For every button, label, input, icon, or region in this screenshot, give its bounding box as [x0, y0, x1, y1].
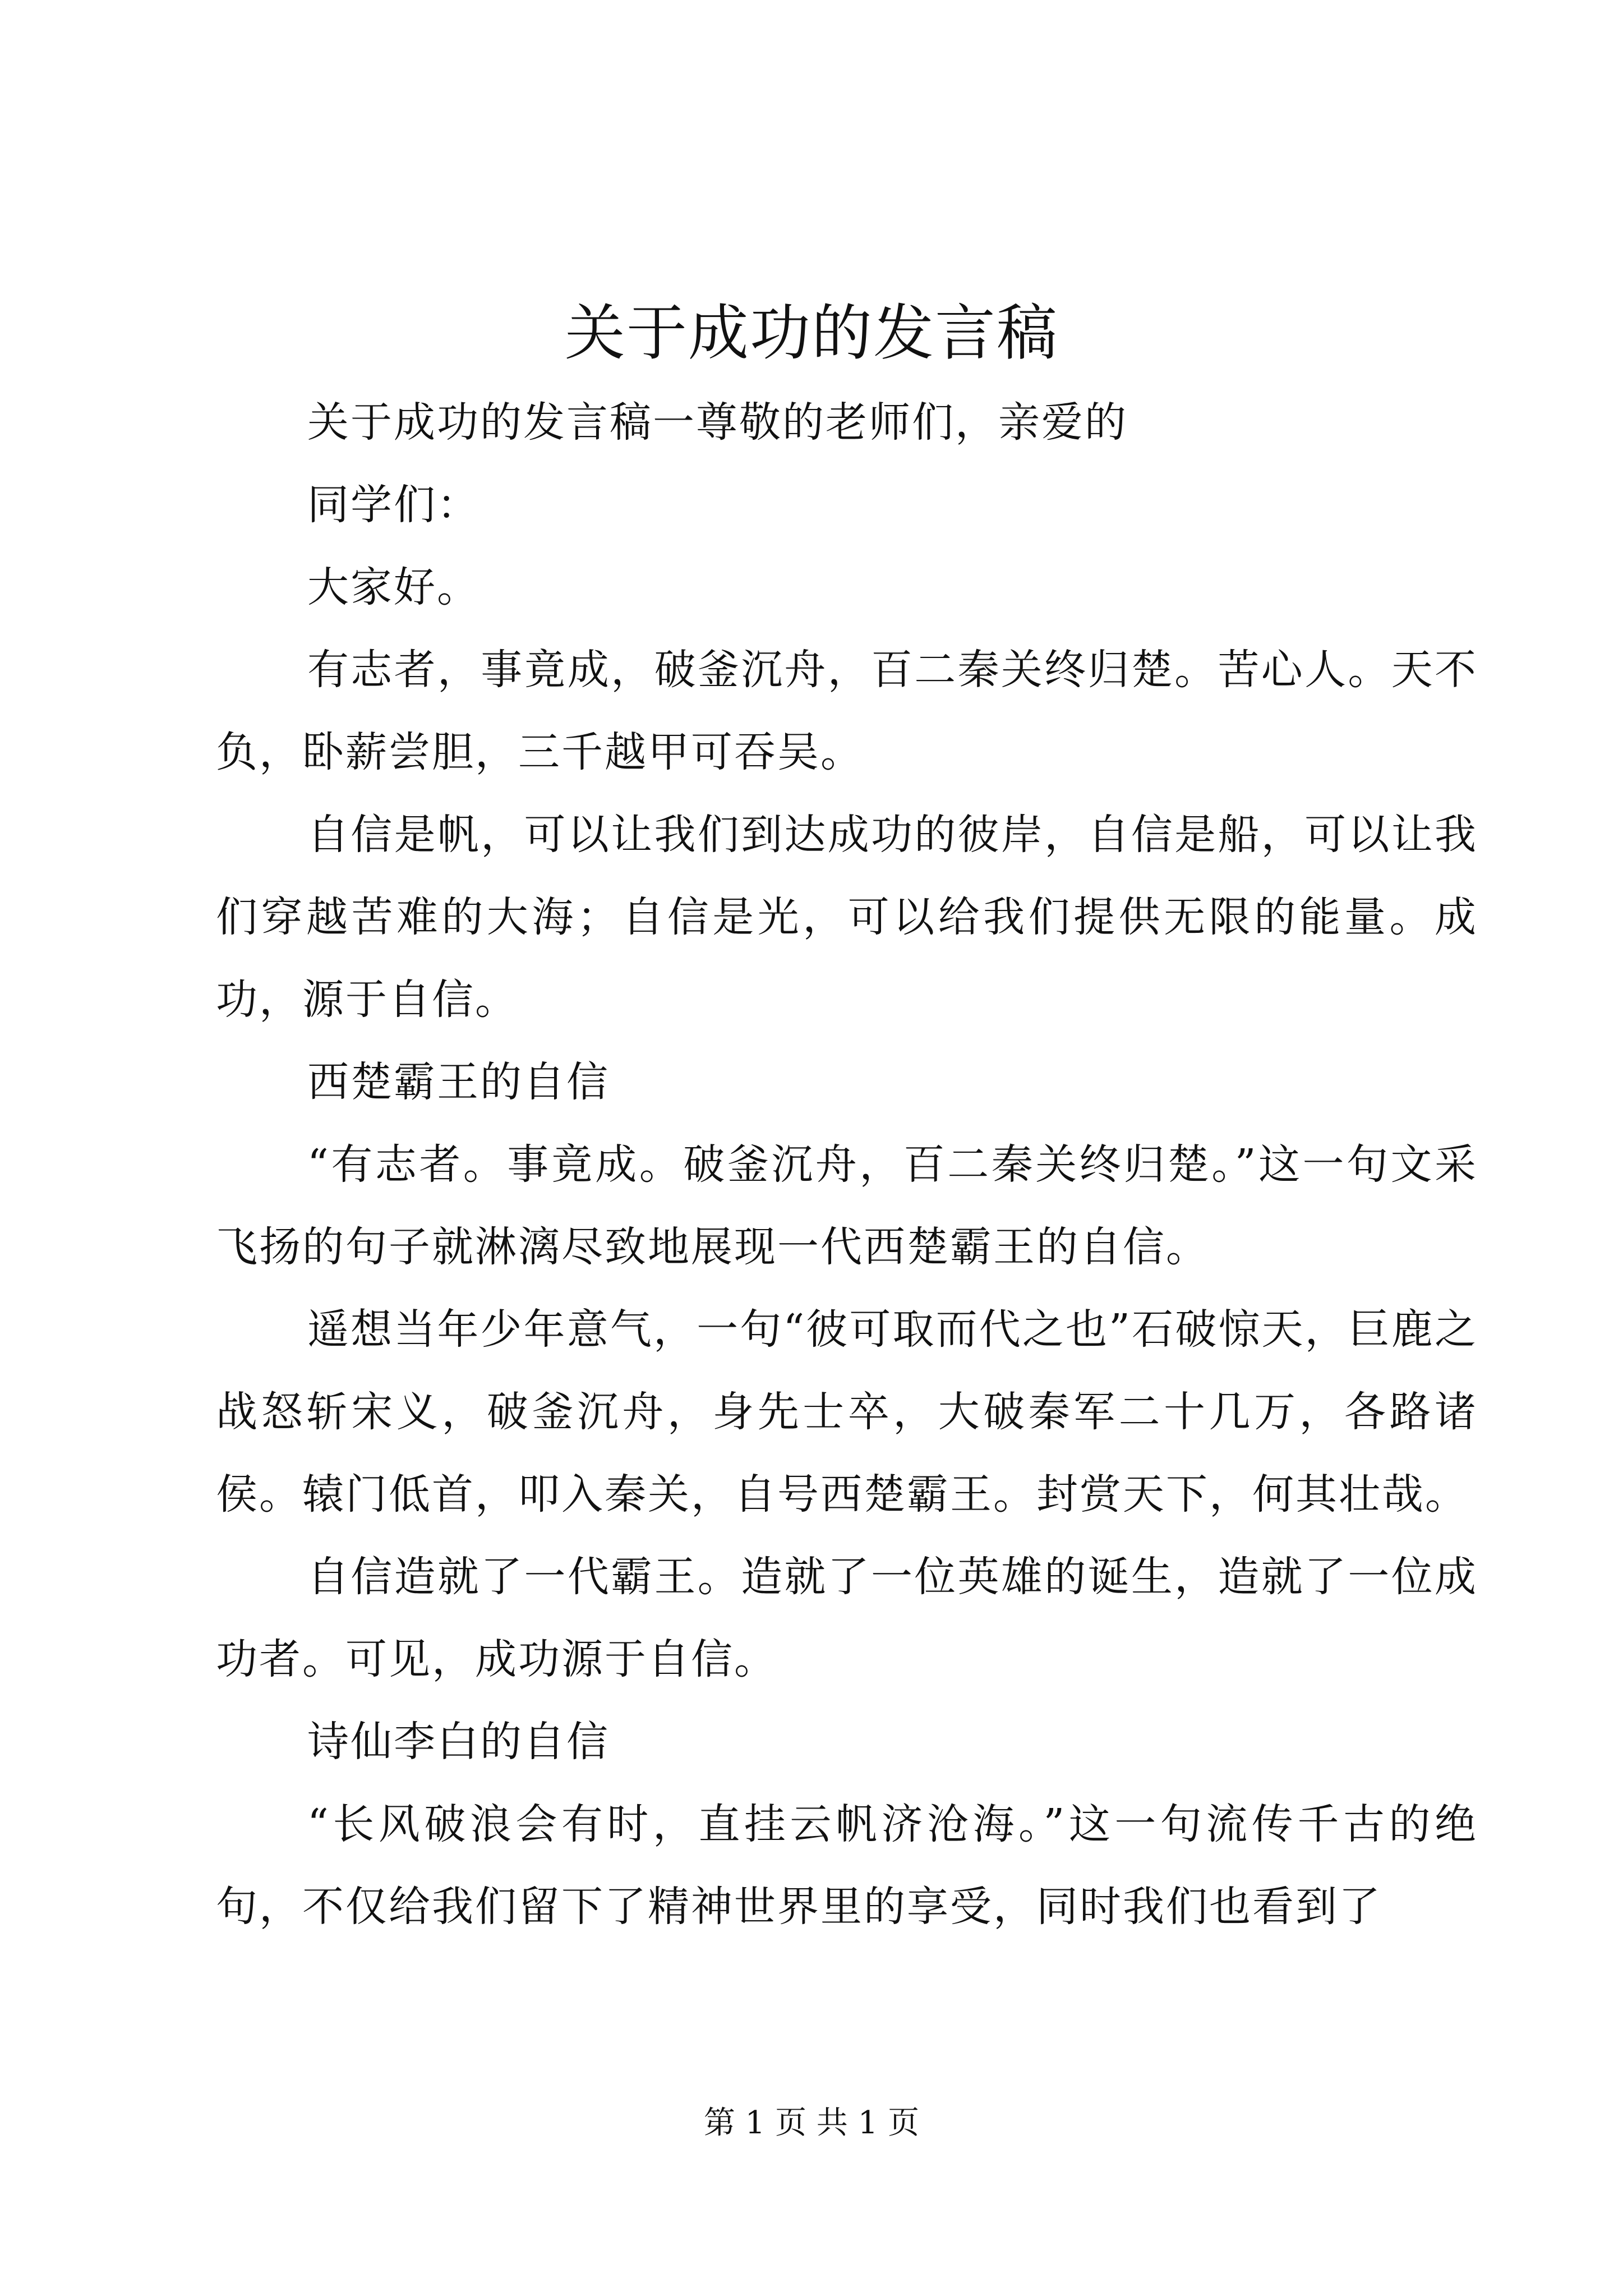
paragraph: 同学们：	[307, 481, 480, 529]
paragraph: 有志者，事竟成，破釜沉舟，百二秦关终归楚。苦心人。天不负，卧薪尝胆，三千越甲可吞吴。	[216, 646, 1478, 776]
paragraph: 大家好。	[307, 563, 480, 611]
paragraph: “长风破浪会有时，直挂云帆济沧海。”这一句流传千古的绝句，不仅给我们留下了精神世界里的享受，同时我们也看到了	[216, 1800, 1478, 1931]
paragraph: 自信是帆，可以让我们到达成功的彼岸，自信是船，可以让我们穿越苦难的大海；自信是光，可以给我们提供无限的能量。成功，源于自信。	[216, 811, 1478, 1024]
section-heading: 诗仙李白的自信	[307, 1718, 610, 1766]
section-heading: 西楚霸王的自信	[307, 1058, 610, 1106]
paragraph: “有志者。事竟成。破釜沉舟，百二秦关终归楚。”这一句文采飞扬的句子就淋漓尽致地展现一代西楚霸王的自信。	[216, 1140, 1478, 1271]
paragraph: 关于成功的发言稿一尊敬的老师们，亲爱的	[307, 398, 1128, 447]
document-title: 关于成功的发言稿	[564, 298, 1058, 369]
paragraph: 自信造就了一代霸王。造就了一位英雄的诞生，造就了一位成功者。可见，成功源于自信。	[216, 1553, 1478, 1683]
paragraph: 遥想当年少年意气，一句“彼可取而代之也”石破惊天，巨鹿之战怒斩宋义，破釜沉舟，身先士卒，大破秦军二十几万，各路诸侯。辕门低首，叩入秦关，自号西楚霸王。封赏天下，何其壮哉。	[216, 1305, 1478, 1519]
page-footer: 第 1 页 共 1 页	[703, 2105, 920, 2141]
document-body	[216, 381, 1478, 1948]
